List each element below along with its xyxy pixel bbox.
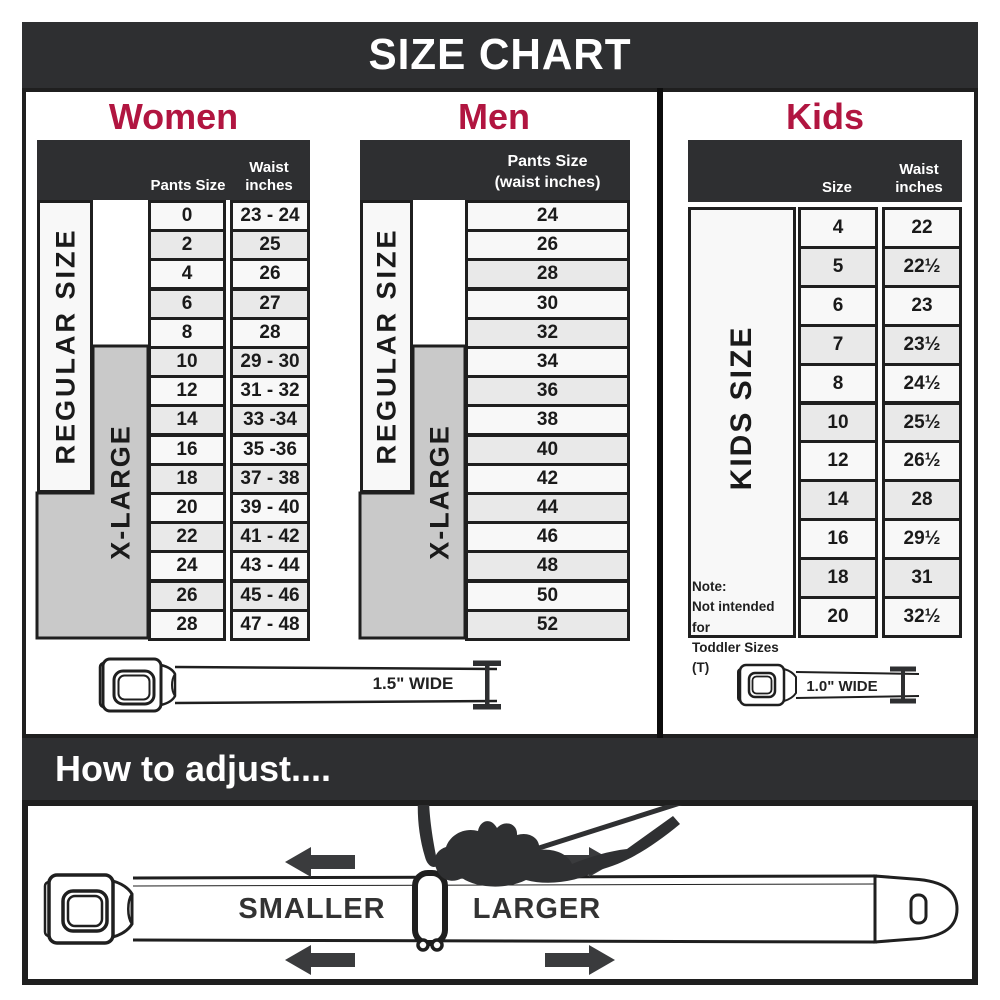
table-row <box>148 375 310 407</box>
pants-size-cell: 22 <box>148 521 226 553</box>
men-col-pants-size: Pants Size (waist inches) <box>494 153 601 192</box>
table-row <box>798 324 962 366</box>
size-cell: 7 <box>798 324 878 366</box>
size-cell: 16 <box>798 518 878 560</box>
waist-inches-cell: 22 <box>882 207 962 249</box>
pants-size-cell: 0 <box>148 200 226 232</box>
table-row <box>148 492 310 524</box>
size-cell: 8 <box>798 363 878 405</box>
waist-inches-cell: 28 <box>230 317 310 349</box>
pants-size-cell: 20 <box>148 492 226 524</box>
size-cell: 20 <box>798 596 878 638</box>
table-row <box>465 200 630 232</box>
pants-size-cell: 12 <box>148 375 226 407</box>
kids-section-divider <box>657 88 663 738</box>
table-row <box>798 479 962 521</box>
table-row <box>798 246 962 288</box>
women-size-table <box>148 200 310 641</box>
women-section-title: Women <box>108 96 239 137</box>
how-to-adjust-title: How to adjust.... <box>55 748 331 789</box>
waist-inches-cell: 25 <box>230 229 310 261</box>
table-row <box>465 317 630 349</box>
table-row <box>148 550 310 582</box>
pants-size-cell: 26 <box>148 580 226 612</box>
pants-size-cell: 26 <box>465 229 630 261</box>
size-cell: 5 <box>798 246 878 288</box>
table-row <box>465 492 630 524</box>
table-row <box>798 440 962 482</box>
table-row <box>465 550 630 582</box>
waist-inches-cell: 23 <box>882 285 962 327</box>
waist-inches-cell: 23 - 24 <box>230 200 310 232</box>
waist-inches-cell: 31 <box>882 557 962 599</box>
pants-size-cell: 10 <box>148 346 226 378</box>
pants-size-cell: 16 <box>148 434 226 466</box>
men-xlarge-label: X-LARGE <box>424 424 455 560</box>
waist-inches-cell: 22½ <box>882 246 962 288</box>
table-row <box>148 463 310 495</box>
table-row <box>465 258 630 290</box>
table-row <box>465 288 630 320</box>
table-row <box>465 434 630 466</box>
table-row <box>148 580 310 612</box>
kids-size-table <box>798 207 962 638</box>
table-row <box>465 609 630 641</box>
waist-inches-cell: 47 - 48 <box>230 609 310 641</box>
pants-size-cell: 34 <box>465 346 630 378</box>
waist-inches-cell: 24½ <box>882 363 962 405</box>
kids-belt-width-label: 1.0" WIDE <box>806 678 878 695</box>
belt-adjuster <box>415 873 445 950</box>
women-regular-size-label: REGULAR SIZE <box>50 227 81 465</box>
women-col-pants-size: Pants Size <box>150 177 226 194</box>
table-row <box>148 609 310 641</box>
how-to-adjust-bar <box>22 738 978 800</box>
pants-size-cell: 50 <box>465 580 630 612</box>
waist-inches-cell: 35 -36 <box>230 434 310 466</box>
table-row <box>148 229 310 261</box>
kids-section-title: Kids <box>785 96 864 137</box>
men-size-table <box>465 200 630 641</box>
kids-size-label: KIDS SIZE <box>725 325 758 491</box>
men-section-title: Men <box>458 96 530 137</box>
kids-col-size: Size <box>821 179 852 196</box>
kids-col-waist: Waist inches <box>895 160 943 197</box>
size-cell: 12 <box>798 440 878 482</box>
table-row <box>148 521 310 553</box>
pants-size-cell: 46 <box>465 521 630 553</box>
pants-size-cell: 6 <box>148 288 226 320</box>
table-row <box>798 557 962 599</box>
table-row <box>465 346 630 378</box>
kids-note: Note: Not intended for Toddler Sizes (T) <box>692 579 779 675</box>
table-row <box>148 288 310 320</box>
table-row <box>798 285 962 327</box>
pants-size-cell: 32 <box>465 317 630 349</box>
table-row <box>465 229 630 261</box>
women-table-header <box>37 140 310 200</box>
pants-size-cell: 38 <box>465 404 630 436</box>
table-row <box>465 404 630 436</box>
waist-inches-cell: 45 - 46 <box>230 580 310 612</box>
table-row <box>465 580 630 612</box>
size-cell: 18 <box>798 557 878 599</box>
table-row <box>798 402 962 444</box>
table-row <box>148 258 310 290</box>
waist-inches-cell: 23½ <box>882 324 962 366</box>
belt-tip <box>875 876 957 942</box>
pants-size-cell: 24 <box>465 200 630 232</box>
table-row <box>148 434 310 466</box>
table-row <box>148 404 310 436</box>
pants-size-cell: 28 <box>148 609 226 641</box>
size-cell: 10 <box>798 402 878 444</box>
table-row <box>798 518 962 560</box>
pants-size-cell: 4 <box>148 258 226 290</box>
waist-inches-cell: 37 - 38 <box>230 463 310 495</box>
larger-label: LARGER <box>472 893 602 925</box>
waist-inches-cell: 31 - 32 <box>230 375 310 407</box>
smaller-label: SMALLER <box>238 893 386 925</box>
belt-buckle <box>45 875 132 943</box>
table-row <box>798 596 962 638</box>
kids-table-header <box>688 140 962 202</box>
pants-size-cell: 28 <box>465 258 630 290</box>
adult-belt-width-label: 1.5" WIDE <box>372 674 454 693</box>
table-row <box>465 463 630 495</box>
pants-size-cell: 8 <box>148 317 226 349</box>
pants-size-cell: 44 <box>465 492 630 524</box>
waist-inches-cell: 26 <box>230 258 310 290</box>
table-row <box>148 317 310 349</box>
waist-inches-cell: 27 <box>230 288 310 320</box>
waist-inches-cell: 29 - 30 <box>230 346 310 378</box>
table-row <box>148 346 310 378</box>
women-col-waist: Waist inches <box>245 158 293 195</box>
size-chart-header-bar <box>22 22 978 88</box>
pants-size-cell: 24 <box>148 550 226 582</box>
men-regular-size-label: REGULAR SIZE <box>371 227 402 465</box>
pants-size-cell: 30 <box>465 288 630 320</box>
pants-size-cell: 14 <box>148 404 226 436</box>
waist-inches-cell: 33 -34 <box>230 404 310 436</box>
size-cell: 6 <box>798 285 878 327</box>
pants-size-cell: 18 <box>148 463 226 495</box>
table-row <box>465 521 630 553</box>
women-xlarge-label: X-LARGE <box>105 424 136 560</box>
pants-size-cell: 48 <box>465 550 630 582</box>
waist-inches-cell: 28 <box>882 479 962 521</box>
pants-size-cell: 52 <box>465 609 630 641</box>
table-row <box>148 200 310 232</box>
table-row <box>798 363 962 405</box>
waist-inches-cell: 32½ <box>882 596 962 638</box>
table-row <box>798 207 962 249</box>
table-row <box>465 375 630 407</box>
size-cell: 4 <box>798 207 878 249</box>
waist-inches-cell: 41 - 42 <box>230 521 310 553</box>
pants-size-cell: 40 <box>465 434 630 466</box>
pants-size-cell: 36 <box>465 375 630 407</box>
waist-inches-cell: 43 - 44 <box>230 550 310 582</box>
waist-inches-cell: 25½ <box>882 402 962 444</box>
waist-inches-cell: 29½ <box>882 518 962 560</box>
waist-inches-cell: 26½ <box>882 440 962 482</box>
size-cell: 14 <box>798 479 878 521</box>
pants-size-cell: 42 <box>465 463 630 495</box>
pants-size-cell: 2 <box>148 229 226 261</box>
men-table-header <box>360 140 630 200</box>
waist-inches-cell: 39 - 40 <box>230 492 310 524</box>
page-title: SIZE CHART <box>368 30 632 79</box>
